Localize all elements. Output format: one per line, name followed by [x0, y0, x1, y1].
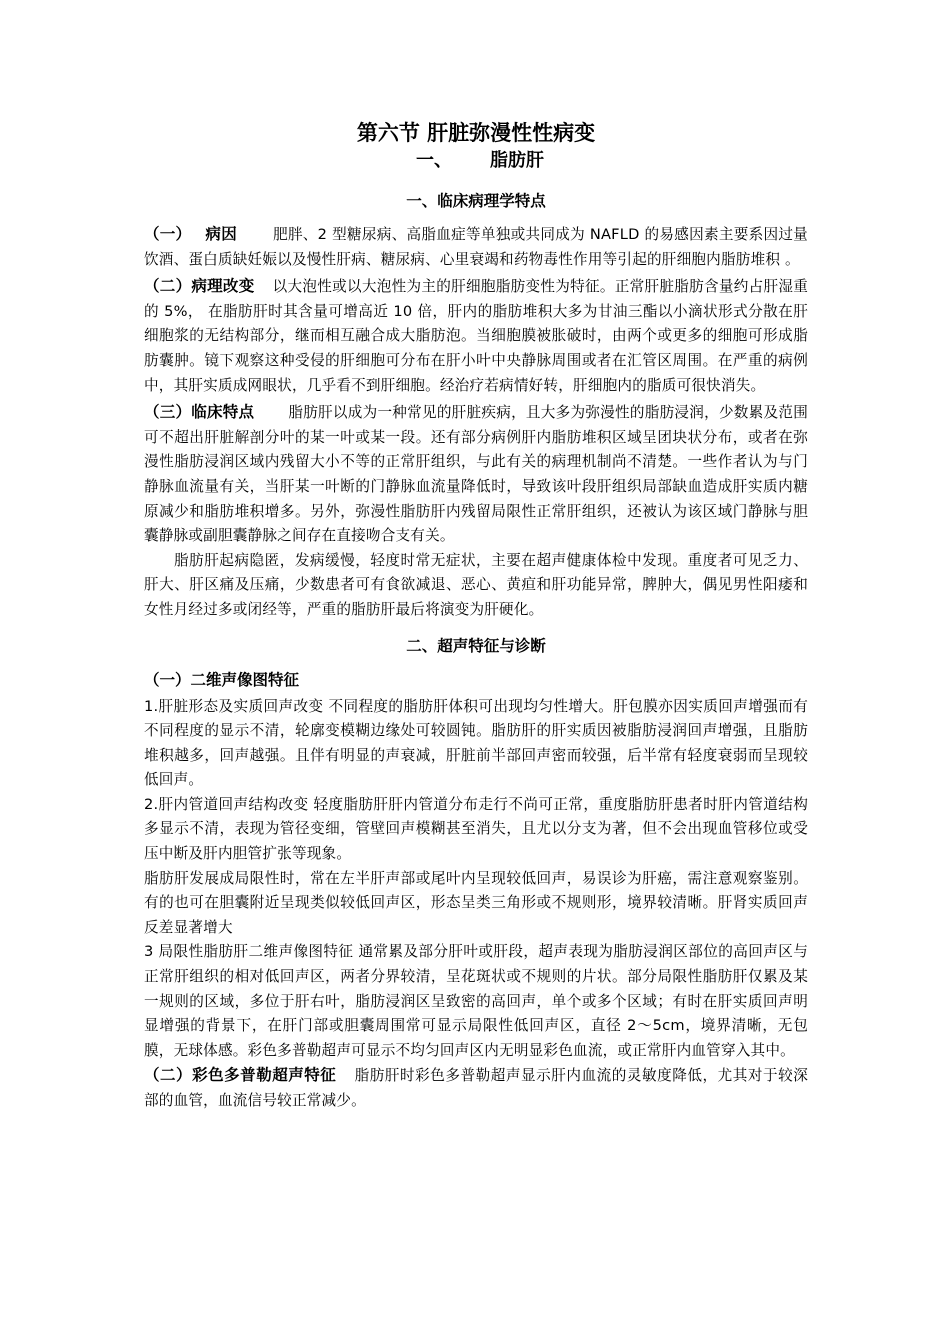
paragraph-body: 肥胖、2 型糖尿病、高脂血症等单独或共同成为 NAFLD 的易感因素主要系因过量饮酒、蛋白质缺妊娠以及慢性肝病、糖尿病、心里衰竭和药物毒性作用等引起的肝细胞内脂肪堆积 。: [144, 226, 808, 268]
paragraph-body: 以大泡性或以大泡性为主的肝细胞脂肪变性为特征。正常肝脏脂肪含量约占肝湿重的 5%， 在脂肪肝时其含量可增高近 10 倍，肝内的脂肪堆积大多为甘油三酯以小滴状形式分散在肝细胞浆的无结构部分，继而相互融合成大脂肪泡。当细胞膜被胀破时，由两个或更多的细胞可形成脂肪囊肿。镜下观察这种受侵的肝细胞可分布在肝小叶中央静脉周围或者在汇管区周围。在严重的病例中，其肝实质成网眼状，几乎看不到肝细胞。经治疗若病情好转，肝细胞内的脂质可很快消失。: [144, 278, 808, 394]
document-subtitle: [144, 148, 808, 174]
paragraph-lead-etiology: 病因: [205, 225, 237, 243]
paragraph-morphology: 1.肝脏形态及实质回声改变 不同程度的脂肪肝体积可出现均匀性增大。肝包膜亦因实质回声增强而有不同程度的显示不清，轮廓变模糊边缘处可较圆钝。脂肪肝的肝实质因被脂肪浸润回声增强，且脂肪堆积越多，回声越强。且伴有明显的声衰减，肝脏前半部回声密而较强，后半常有轻度衰弱而呈现较低回声。: [144, 697, 808, 789]
section-heading-1: 一、临床病理学特点: [406, 192, 546, 210]
paragraph-lead-number: （一）: [144, 225, 192, 243]
document-title: 第六节 肝脏弥漫性性病变: [356, 121, 596, 145]
subtitle-text: 脂肪肝: [490, 150, 544, 171]
paragraph-focal-2d: 3 局限性脂肪肝二维声像图特征 通常累及部分肝叶或肝段，超声表现为脂肪浸润区部位的高回声区与正常肝组织的相对低回声区，两者分界较清，呈花斑状或不规则的片状。部分局限性脂肪肝仅累及某一规则的区域，多位于肝右叶，脂肪浸润区呈致密的高回声，单个或多个区域；有时在肝实质回声明显增强的背景下，在肝门部或胆囊周围常可显示局限性低回声区，直径 2～5cm，境界清晰，无包膜，无球体感。彩色多普勒超声可显示不均匀回声区内无明显彩色血流，或正常肝内血管穿入其中。: [144, 943, 808, 1059]
paragraph-body: 脂肪肝时彩色多普勒超声显示肝内血流的灵敏度降低，尤其对于较深部的血管，血流信号较正常减少。: [144, 1067, 808, 1109]
paragraph-doppler: [144, 1063, 808, 1113]
paragraph-symptoms: 脂肪肝起病隐匿，发病缓慢，轻度时常无症状，主要在超声健康体检中发现。重度者可见乏力、肝大、肝区痛及压痛，少数患者可有食欲减退、恶心、黄疸和肝功能异常，脾肿大，偶见男性阳痿和女性月经过多或闭经等，严重的脂肪肝最后将演变为肝硬化。: [144, 551, 808, 618]
paragraph-etiology: [144, 222, 808, 272]
document-page: [144, 118, 808, 1114]
paragraph-clinical: [144, 400, 808, 549]
paragraph-lead-pathology: （二）病理改变: [144, 277, 255, 296]
paragraph-body: 脂肪肝以成为一种常见的肝脏疾病，且大多为弥漫性的脂肪浸润，少数累及范围可不超出肝脏解剖分叶的某一叶或某一段。还有部分病例肝内脂肪堆积区域呈团块状分布，或者在弥漫性脂肪浸润区域内残留大小不等的正常肝组织，与此有关的病理机制尚不清楚。一些作者认为与门静脉血流量有关，当肝某一叶断的门静脉血流量降低时，导致该叶段肝组织局部缺血造成肝实质内糖原减少和脂肪堆积增多。另外，弥漫性脂肪肝内残留局限性正常肝组织，还被认为该区域门静脉与胆囊静脉或副胆囊静脉之间存在直接吻合支有关。: [144, 404, 808, 545]
subtitle-number: 一、: [416, 150, 452, 171]
paragraph-lead-clinical: （三）临床特点: [144, 403, 255, 422]
paragraph-pathology: [144, 274, 808, 398]
paragraph-lead-doppler: （二）彩色多普勒超声特征: [144, 1066, 337, 1085]
paragraph-ducts: 2.肝内管道回声结构改变 轻度脂肪肝肝内管道分布走行不尚可正常，重度脂肪肝患者时肝内管道结构多显示不清，表现为管径变细，管壁回声模糊甚至消失，且尤以分支为著，但不会出现血管移位或受压中断及肝内胆管扩张等现象。: [144, 795, 808, 863]
subsection-heading-2d: （一）二维声像图特征: [144, 670, 300, 689]
paragraph-local: 脂肪肝发展成局限性时，常在左半肝声部或尾叶内呈现较低回声，易误诊为肝癌，需注意观察鉴别。有的也可在胆囊附近呈现类似较低回声区，形态呈类三角形或不规则形，境界较清晰。肝肾实质回声反差显著增大: [144, 869, 808, 936]
section-heading-2: 二、超声特征与诊断: [406, 636, 546, 655]
